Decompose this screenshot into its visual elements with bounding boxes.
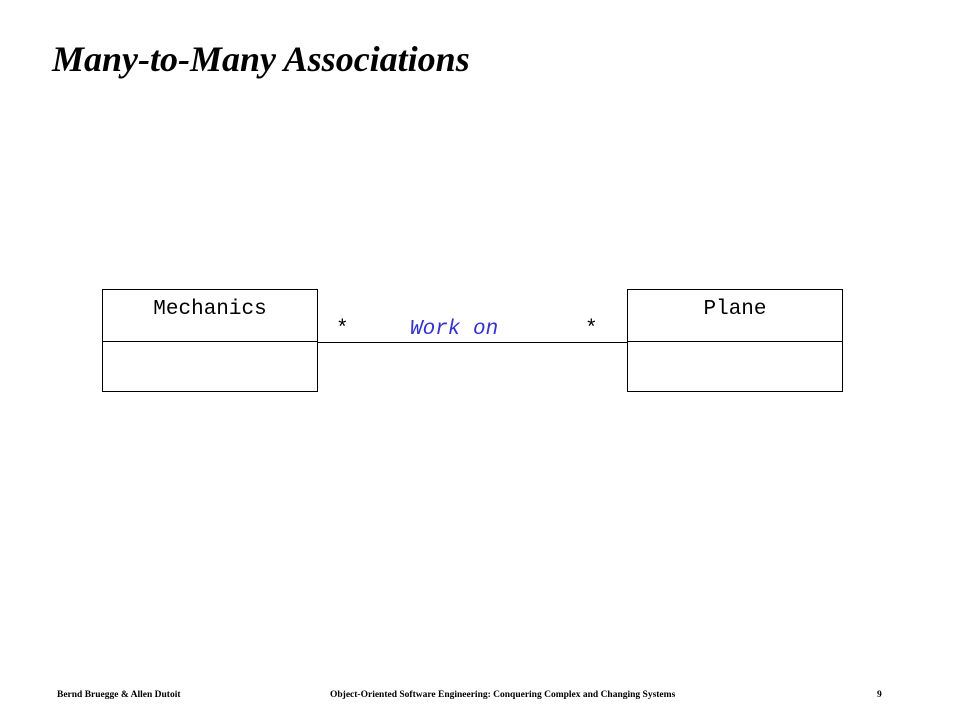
class-name-plane: Plane [628,290,842,342]
class-attributes-plane [628,342,842,392]
footer-authors: Bernd Bruegge & Allen Dutoit [57,690,181,700]
right-multiplicity: * [585,318,598,341]
slide-title: Many-to-Many Associations [52,39,470,79]
class-name-mechanics: Mechanics [103,290,317,342]
class-box-plane [627,289,843,392]
class-box-mechanics [102,289,318,392]
left-multiplicity: * [336,318,349,341]
class-attributes-mechanics [103,342,317,392]
footer-page-number: 9 [877,690,882,700]
association-label: Work on [410,318,499,341]
footer-book-title: Object-Oriented Software Engineering: Conquering Complex and Changing Systems [330,690,676,700]
association-line [318,342,627,343]
